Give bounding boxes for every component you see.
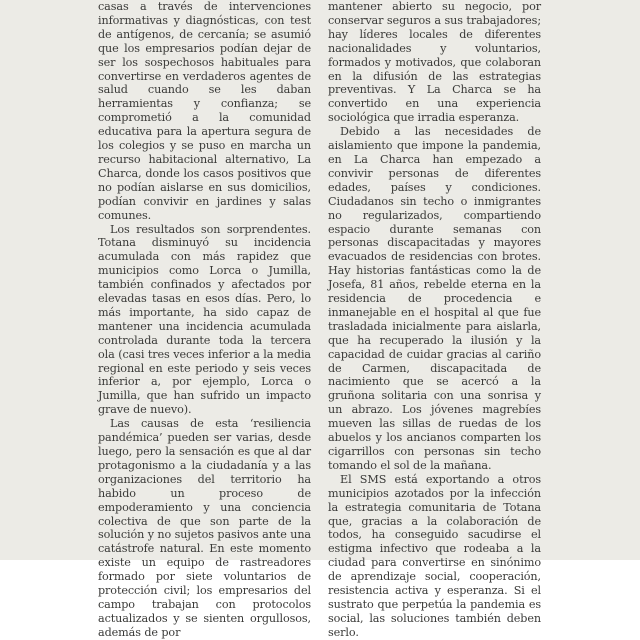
text-column-left <box>98 0 311 640</box>
paragraph: mantener abierto su negocio, por conservar seguros a sus trabajadores; hay líderes locales de diferentes nacionalidades y voluntarios, formados y motivados, que colaboran en la difusión de las estrategias preventivas. Y La Charca se ha convertido en una experiencia sociológica que irradia esperanza. <box>328 0 541 125</box>
paragraph: Las causas de esta ‘resiliencia pandémica’ pueden ser varias, desde luego, pero la sensación es que al dar protagonismo a la ciudadanía y a las organizaciones del territorio ha habido un proceso de empoderamiento y una conciencia colectiva de que son parte de la solución y no sujetos pasivos ante una catástrofe natural. En este momento existe un equipo de rastreadores formado por siete voluntarios de protección civil; los empresarios del campo trabajan con protocolos actualizados y se sienten orgullosos, además de por <box>98 417 311 639</box>
paragraph: El SMS está exportando a otros municipios azotados por la infección la estrategia comunitaria de Totana que, gracias a la colaboración de todos, ha conseguido sacudirse el estigma infectivo que rodeaba a la ciudad para convertirse en sinónimo de aprendizaje social, cooperación, resistencia activa y esperanza. Si el sustrato que perpetúa la pandemia es social, las soluciones también deben serlo. <box>328 472 541 639</box>
text-column-right <box>328 0 541 640</box>
paragraph: casas a través de intervenciones informativas y diagnósticas, con test de antígenos, de cercanía; se asumió que los empresarios podían dejar de ser los sospechosos habituales para convertirse en verdaderos agentes de salud cuando se les daban herramientas y confianza; se comprometió a la comunidad educativa para la apertura segura de los colegios y se puso en marcha un recurso habitacional alternativo, La Charca, donde los casos positivos que no podían aislarse en sus domicilios, podían convivir en jardines y salas comunes. <box>98 0 311 222</box>
paragraph: Debido a las necesidades de aislamiento que impone la pandemia, en La Charca han empezado a convivir personas de diferentes edades, países y condiciones. Ciudadanos sin techo o inmigrantes no regularizados, compartiendo espacio durante semanas con personas discapacitadas y mayores evacuados de residencias con brotes. Hay historias fantásticas como la de Josefa, 81 años, rebelde eterna en la residencia de procedencia e inmanejable en el hospital al que fue trasladada inicialmente para aislarla, que ha recuperado la ilusión y la capacidad de cuidar gracias al cariño de Carmen, discapacitada de nacimiento que se acercó a la gruñona solitaria con una sonrisa y un abrazo. Los jóvenes magrebíes mueven las sillas de ruedas de los abuelos y los ancianos comparten los cigarrillos con personas sin techo tomando el sol de la mañana. <box>328 125 541 472</box>
paragraph: Los resultados son sorprendentes. Totana disminuyó su incidencia acumulada con más rapidez que municipios como Lorca o Jumilla, también confinados y afectados por elevadas tasas en esos días. Pero, lo más importante, ha sido capaz de mantener una incidencia acumulada controlada durante toda la tercera ola (casi tres veces inferior a la media regional en este periodo y seis veces inferior a, por ejemplo, Lorca o Jumilla, que han sufrido un impacto grave de nuevo). <box>98 222 311 417</box>
